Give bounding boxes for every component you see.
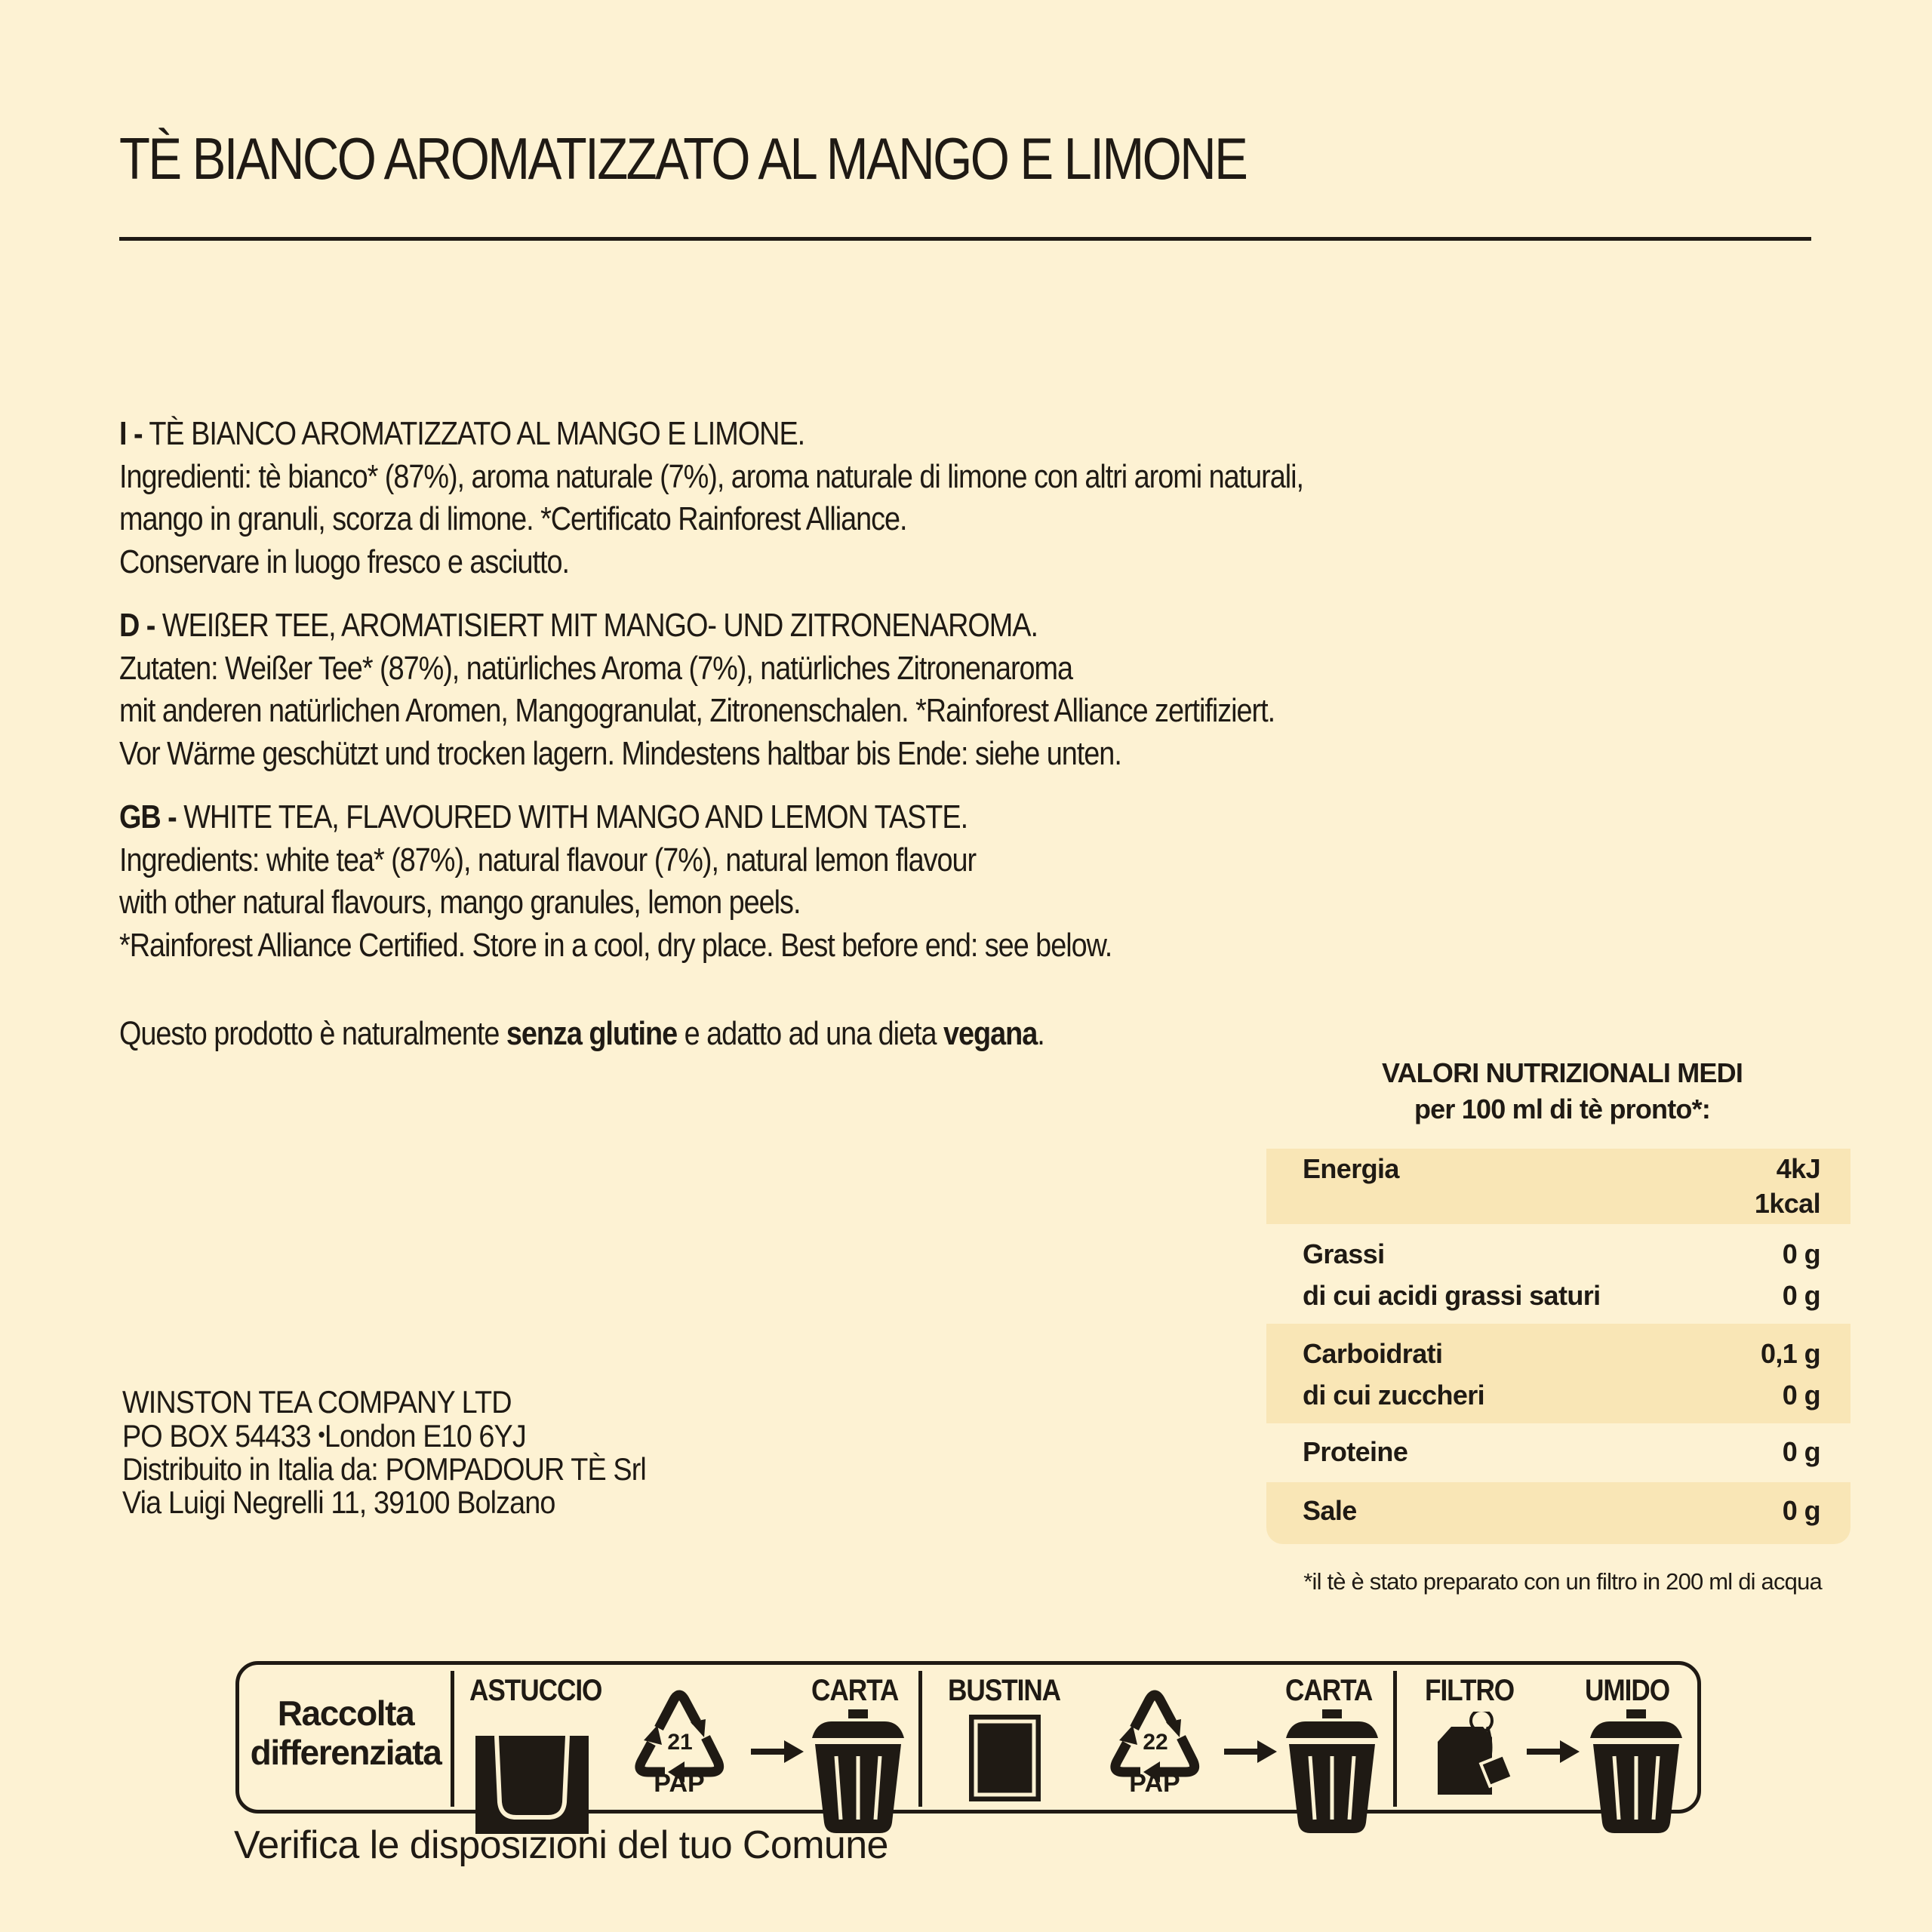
nutrient-value: 0,1 g bbox=[1760, 1338, 1820, 1369]
ingredients-line: with other natural flavours, mango granules, lemon peels. bbox=[119, 884, 801, 921]
component-label-sachet: BUSTINA bbox=[948, 1674, 1061, 1707]
arrow-right-icon bbox=[1527, 1740, 1580, 1763]
nutrition-table bbox=[1266, 1149, 1850, 1544]
ingredients-block-english bbox=[119, 796, 1112, 967]
nutrient-label: Sale bbox=[1303, 1495, 1357, 1526]
trash-bin-icon bbox=[1587, 1709, 1685, 1834]
panel-divider bbox=[451, 1671, 454, 1807]
bin-label-organic: UMIDO bbox=[1585, 1674, 1670, 1707]
diet-note: Questo prodotto è naturalmente senza glutine e adatto ad una dieta vegana. bbox=[119, 1015, 1044, 1052]
ingredients-line: Ingredienti: tè bianco* (87%), aroma naturale (7%), aroma naturale di limone con altri aromi naturali, bbox=[119, 457, 1303, 495]
nutrient-label: Proteine bbox=[1303, 1436, 1408, 1467]
nutrition-row-carbohydrates bbox=[1266, 1324, 1850, 1423]
trash-bin-icon bbox=[1283, 1709, 1381, 1834]
nutrient-sublabel: di cui acidi grassi saturi bbox=[1303, 1280, 1601, 1311]
ingredients-line: Zutaten: Weißer Tee* (87%), natürliches Aroma (7%), natürliches Zitronenaroma bbox=[119, 649, 1073, 687]
nutrition-heading: VALORI NUTRIZIONALI MEDI per 100 ml di tè pronto*: bbox=[1381, 1057, 1743, 1124]
recycling-title: Raccolta differenziata bbox=[250, 1694, 441, 1772]
svg-text:22: 22 bbox=[1143, 1730, 1168, 1755]
bin-label-paper: CARTA bbox=[811, 1674, 899, 1707]
nutrient-value-kj: 4kJ bbox=[1776, 1153, 1820, 1184]
nutrition-row-protein bbox=[1266, 1423, 1850, 1482]
block-heading: I - TÈ BIANCO AROMATIZZATO AL MANGO E LIMONE. bbox=[119, 415, 805, 452]
language-code: GB - bbox=[119, 798, 177, 835]
component-label-box: ASTUCCIO bbox=[469, 1674, 602, 1707]
block-heading: GB - WHITE TEA, FLAVOURED WITH MANGO AND LEMON TASTE. bbox=[119, 798, 968, 835]
ingredients-line: mit anderen natürlichen Aromen, Mangogranulat, Zitronenschalen. *Rainforest Alliance zertifiziert. bbox=[119, 692, 1275, 729]
gluten-free-label: senza glutine bbox=[506, 1015, 678, 1052]
distributor-address: Via Luigi Negrelli 11, 39100 Bolzano bbox=[122, 1484, 555, 1520]
nutrient-value-kcal: 1kcal bbox=[1754, 1188, 1820, 1219]
nutrient-label: Energia bbox=[1303, 1153, 1399, 1184]
component-label-filter: FILTRO bbox=[1425, 1674, 1515, 1707]
tea-bag-icon bbox=[1438, 1712, 1521, 1795]
company-name: WINSTON TEA COMPANY LTD bbox=[122, 1384, 512, 1420]
language-code: D - bbox=[119, 607, 155, 644]
nutrition-row-energy bbox=[1266, 1149, 1850, 1224]
product-title: TÈ BIANCO AROMATIZZATO AL MANGO E LIMONE bbox=[119, 125, 1247, 192]
nutrition-row-salt bbox=[1266, 1482, 1850, 1544]
trash-bin-icon bbox=[809, 1709, 907, 1834]
block-heading: D - WEIßER TEE, AROMATISIERT MIT MANGO- UND ZITRONENAROMA. bbox=[119, 607, 1038, 644]
bullet-separator: • bbox=[318, 1423, 325, 1447]
nutrition-footnote: *il tè è stato preparato con un filtro in 200 ml di acqua bbox=[1303, 1568, 1822, 1595]
recycling-footer-note: Verifica le disposizioni del tuo Comune bbox=[234, 1823, 888, 1867]
sachet-icon bbox=[969, 1715, 1041, 1801]
title-divider bbox=[119, 237, 1811, 241]
storage-line: Vor Wärme geschützt und trocken lagern. Mindestens haltbar bis Ende: siehe unten. bbox=[119, 734, 1121, 772]
language-code: I - bbox=[119, 415, 143, 452]
ingredients-block-german bbox=[119, 605, 1275, 775]
bin-label-paper: CARTA bbox=[1285, 1674, 1373, 1707]
storage-line: Conservare in luogo fresco e asciutto. bbox=[119, 543, 569, 580]
nutrient-value: 0 g bbox=[1782, 1436, 1820, 1467]
nutrient-subvalue: 0 g bbox=[1782, 1280, 1820, 1311]
arrow-right-icon bbox=[1224, 1740, 1277, 1763]
arrow-right-icon bbox=[751, 1740, 804, 1763]
distributor: Distribuito in Italia da: POMPADOUR TÈ Srl bbox=[122, 1451, 646, 1487]
panel-divider bbox=[918, 1671, 922, 1807]
ingredients-line: mango in granuli, scorza di limone. *Certificato Rainforest Alliance. bbox=[119, 500, 907, 537]
nutrient-value: 0 g bbox=[1782, 1238, 1820, 1269]
nutrient-subvalue: 0 g bbox=[1782, 1380, 1820, 1411]
box-icon bbox=[475, 1736, 589, 1834]
nutrient-value: 0 g bbox=[1782, 1495, 1820, 1526]
storage-line: *Rainforest Alliance Certified. Store in a cool, dry place. Best before end: see below. bbox=[119, 926, 1112, 964]
svg-text:21: 21 bbox=[667, 1730, 693, 1755]
company-address bbox=[122, 1386, 646, 1519]
ingredients-block-italian bbox=[119, 413, 1303, 583]
vegan-label: vegana bbox=[943, 1015, 1038, 1052]
nutrient-sublabel: di cui zuccheri bbox=[1303, 1380, 1485, 1411]
panel-divider bbox=[1393, 1671, 1397, 1807]
material-code: PAP bbox=[1129, 1769, 1180, 1798]
nutrition-row-fat bbox=[1266, 1224, 1850, 1324]
nutrient-label: Grassi bbox=[1303, 1238, 1385, 1269]
nutrient-label: Carboidrati bbox=[1303, 1338, 1443, 1369]
postal-address: PO BOX 54433 •London E10 6YJ bbox=[122, 1418, 526, 1454]
material-code: PAP bbox=[654, 1769, 705, 1798]
ingredients-line: Ingredients: white tea* (87%), natural flavour (7%), natural lemon flavour bbox=[119, 841, 977, 878]
